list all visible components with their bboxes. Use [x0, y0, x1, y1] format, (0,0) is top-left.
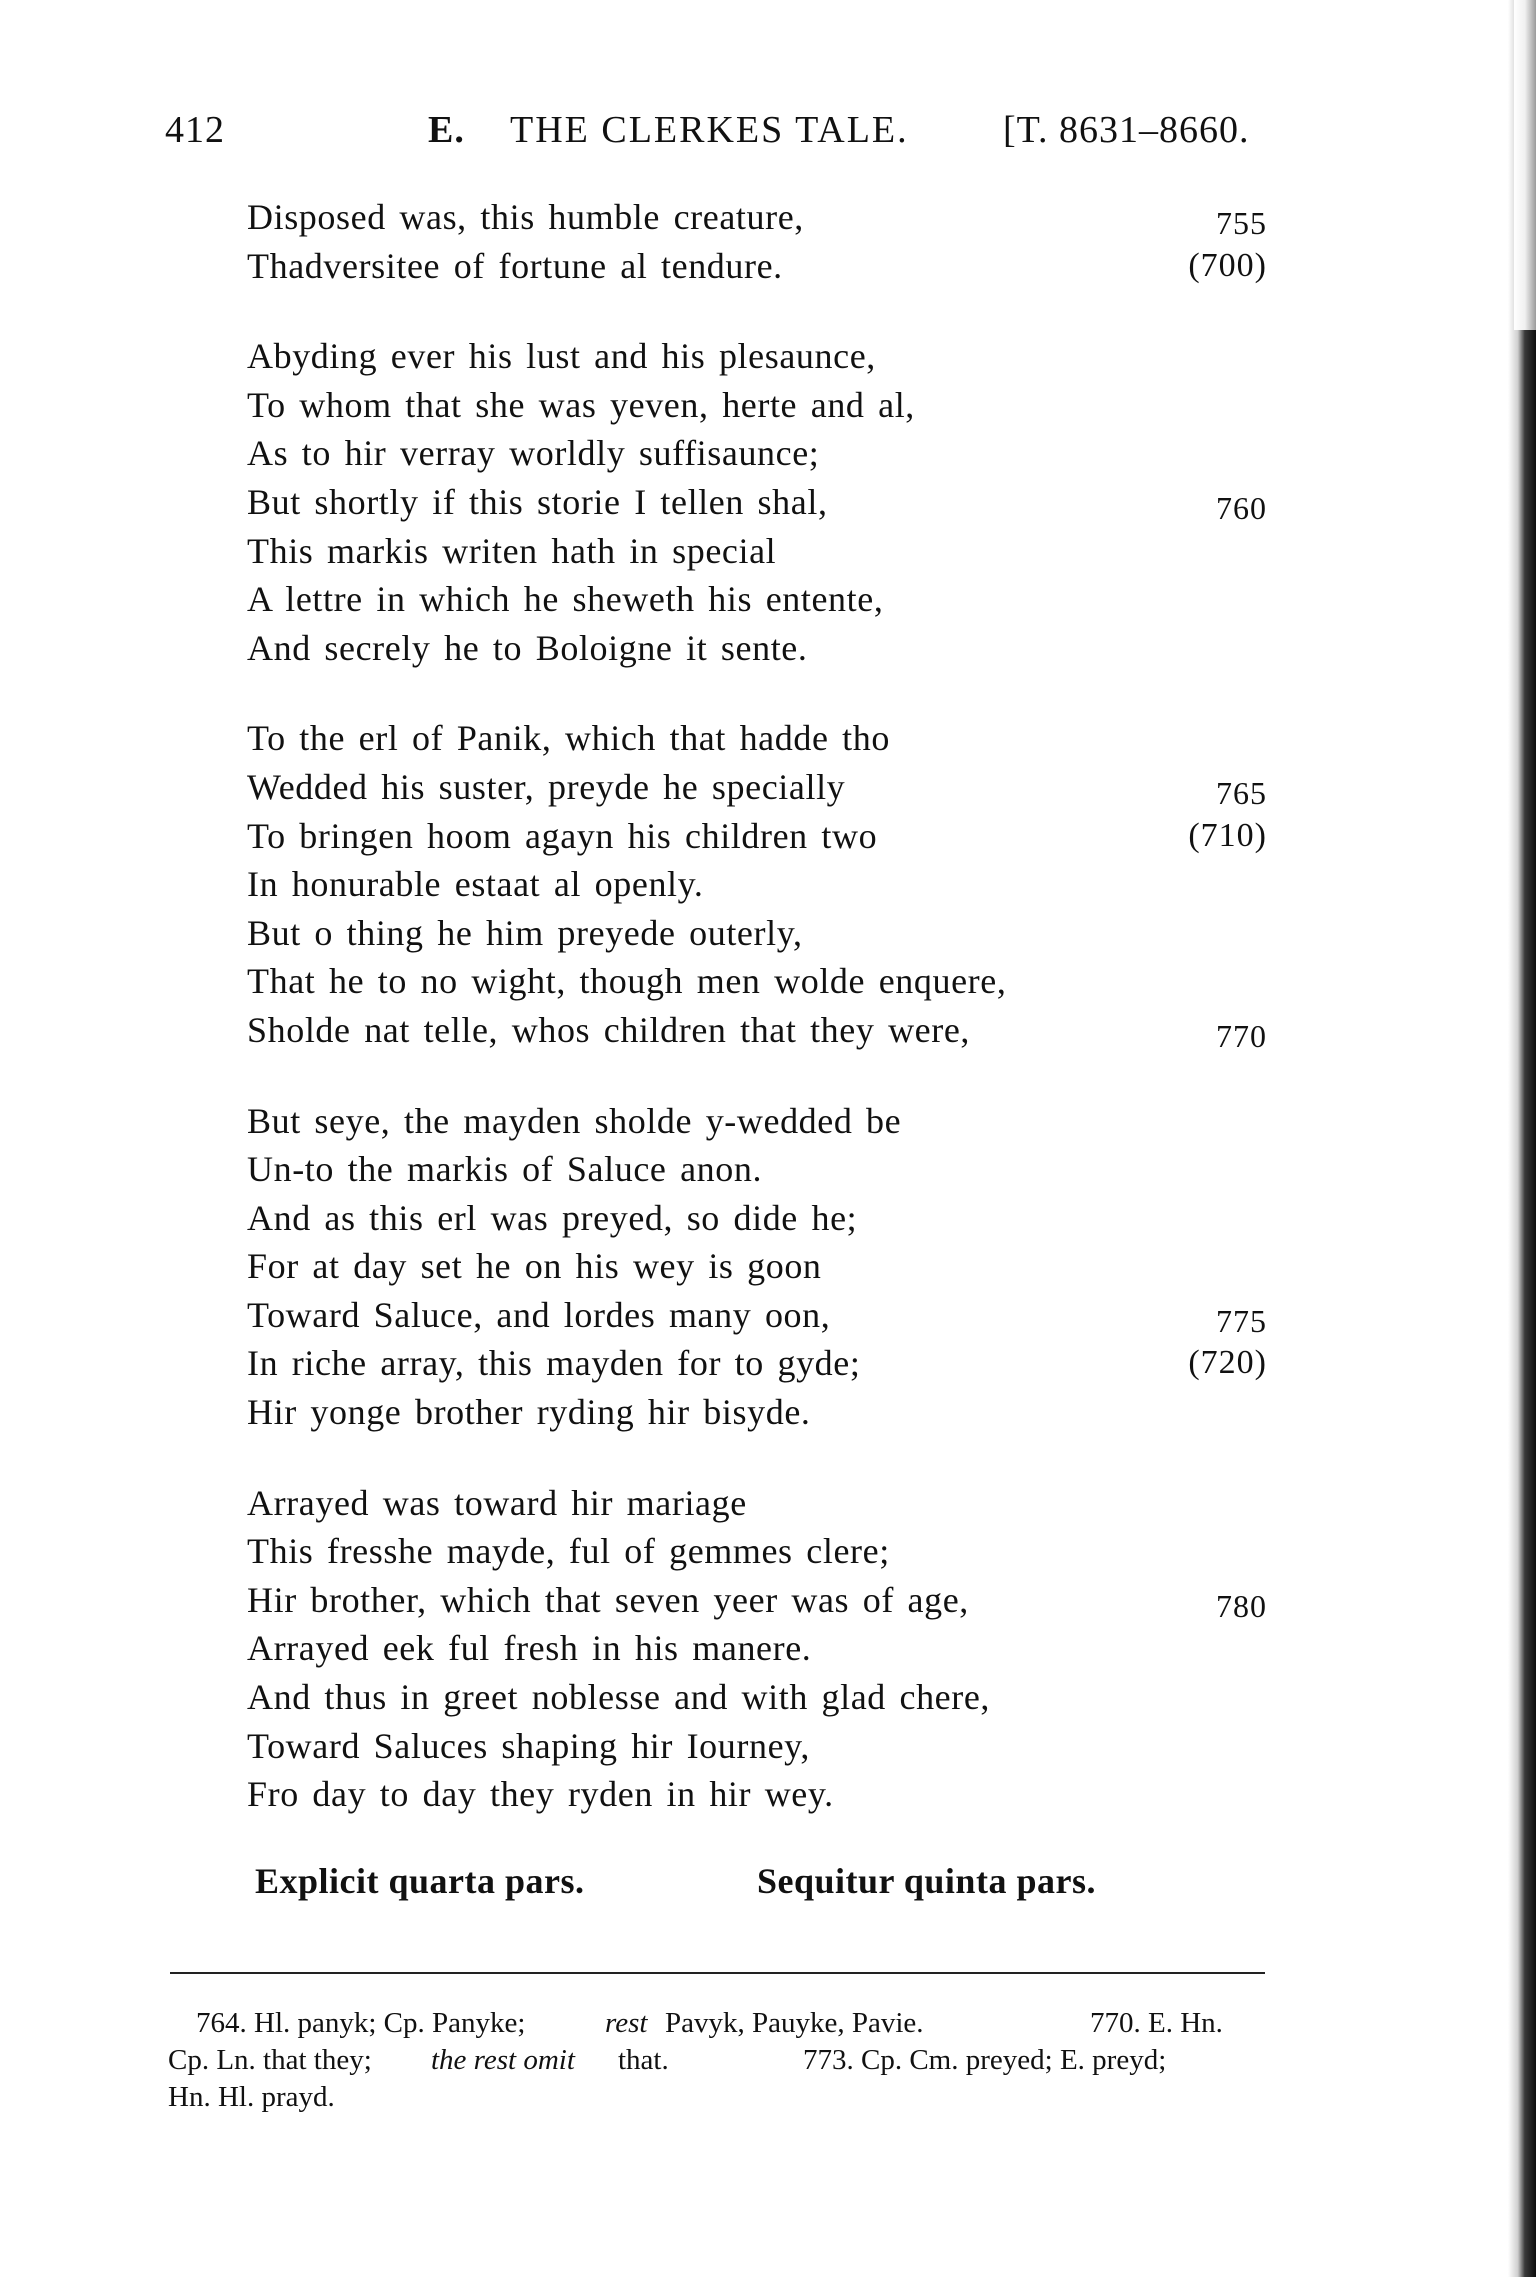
verse-text: To whom that she was yeven, herte and al, — [247, 384, 915, 425]
stanza — [247, 714, 1277, 1054]
verse-line — [247, 1527, 1277, 1576]
verse-text: A lettre in which he sheweth his entente, — [247, 579, 884, 620]
verse-text: And secrely he to Boloigne it sente. — [247, 627, 808, 668]
verse-line — [247, 1145, 1277, 1194]
verse-body — [247, 193, 1277, 1861]
verse-line — [247, 1339, 1277, 1388]
verse-text: But o thing he him preyede outerly, — [247, 912, 803, 953]
footnote-line — [168, 2079, 1278, 2116]
footnote-divider — [170, 1972, 1265, 1974]
section-mark: E. — [428, 109, 465, 151]
verse-line — [247, 909, 1277, 958]
line-number: 770 — [1216, 1017, 1267, 1054]
verse-text: But shortly if this storie I tellen shal, — [247, 481, 828, 522]
verse-text: Fro day to day they ryden in hir wey. — [247, 1774, 834, 1815]
verse-text: To the erl of Panik, which that hadde tho — [247, 718, 890, 759]
footnote-italic: rest — [605, 2007, 648, 2039]
alt-line-number: (720) — [1188, 1344, 1267, 1382]
verse-line — [247, 575, 1277, 624]
verse-text: Disposed was, this humble creature, — [247, 197, 804, 237]
sequitur-text: Sequitur quinta pars. — [757, 1861, 1096, 1901]
verse-text: Abyding ever his lust and his plesaunce, — [247, 336, 876, 377]
footnote-text: Hn. Hl. prayd. — [168, 2081, 335, 2113]
verse-text: But seye, the mayden sholde y-wedded be — [247, 1100, 902, 1141]
line-number: 760 — [1216, 489, 1267, 526]
stanza — [247, 1097, 1277, 1437]
running-head — [165, 108, 1265, 158]
verse-text: Hir brother, which that seven yeer was of age, — [247, 1579, 969, 1620]
verse-line — [247, 1291, 1277, 1340]
line-number: 755 — [1216, 205, 1267, 241]
footnote-line — [168, 2042, 1278, 2079]
alt-line-number: (710) — [1188, 816, 1267, 854]
verse-line — [247, 624, 1277, 673]
verse-line — [247, 1576, 1277, 1625]
verse-line — [247, 478, 1277, 527]
verse-text: Arrayed was toward hir mariage — [247, 1482, 747, 1523]
verse-text: In honurable estaat al openly. — [247, 864, 704, 905]
footnote-text: 764. Hl. panyk; Cp. Panyke; — [196, 2007, 526, 2039]
explicit-text: Explicit quarta pars. — [255, 1861, 585, 1901]
verse-text: To bringen hoom agayn his children two — [247, 815, 878, 856]
line-number: 780 — [1216, 1587, 1267, 1624]
verse-line — [247, 860, 1277, 909]
verse-text: Hir yonge brother ryding hir bisyde. — [247, 1392, 811, 1433]
stanza — [247, 193, 1277, 290]
verse-line — [247, 763, 1277, 812]
stanza — [247, 332, 1277, 672]
verse-line — [247, 714, 1277, 763]
footnote-line — [168, 2005, 1278, 2042]
verse-line — [247, 1194, 1277, 1243]
tale-title: THE CLERKES TALE. — [510, 109, 909, 151]
verse-text: This markis writen hath in special — [247, 530, 777, 571]
verse-line — [247, 193, 1277, 242]
verse-line — [247, 1624, 1277, 1673]
verse-line — [247, 381, 1277, 430]
page-number: 412 — [165, 109, 225, 151]
verse-text: Sholde nat telle, whos children that they were, — [247, 1009, 971, 1050]
verse-line — [247, 1673, 1277, 1722]
verse-line — [247, 1388, 1277, 1437]
verse-text: Toward Saluces shaping hir Iourney, — [247, 1725, 811, 1766]
scan-edge-highlight — [1514, 0, 1536, 330]
verse-line — [247, 1479, 1277, 1528]
verse-line — [247, 1722, 1277, 1771]
footnote-text: 773. Cp. Cm. preyed; E. preyd; — [803, 2044, 1167, 2076]
verse-text: Arrayed eek ful fresh in his manere. — [247, 1628, 812, 1669]
verse-text: Un-to the markis of Saluce anon. — [247, 1149, 763, 1190]
verse-line — [247, 1242, 1277, 1291]
footnote-text: that. — [618, 2044, 669, 2076]
verse-text: Toward Saluce, and lordes many oon, — [247, 1294, 831, 1335]
verse-text: For at day set he on his wey is goon — [247, 1246, 822, 1287]
verse-line — [247, 429, 1277, 478]
verse-text: Wedded his suster, preyde he specially — [247, 766, 846, 807]
line-number: 765 — [1216, 774, 1267, 811]
verse-text: As to hir verray worldly suffisaunce; — [247, 433, 820, 474]
verse-line — [247, 1097, 1277, 1146]
scan-edge-shadow — [1508, 0, 1536, 2277]
verse-text: This fresshe mayde, ful of gemmes clere; — [247, 1531, 890, 1572]
verse-line — [247, 527, 1277, 576]
verse-text: And as this erl was preyed, so dide he; — [247, 1197, 858, 1238]
verse-line — [247, 1770, 1277, 1819]
footnote-text: Cp. Ln. that they; — [168, 2044, 372, 2076]
verse-text: That he to no wight, though men wolde enquere, — [247, 961, 1007, 1002]
verse-text: In riche array, this mayden for to gyde; — [247, 1343, 861, 1384]
footnote-italic: the rest omit — [431, 2044, 575, 2076]
line-number: 775 — [1216, 1302, 1267, 1339]
verse-text: And thus in greet noblesse and with glad chere, — [247, 1677, 991, 1718]
alt-line-number: (700) — [1188, 246, 1267, 284]
stanza — [247, 1479, 1277, 1819]
footnote-text: Pavyk, Pauyke, Pavie. — [665, 2007, 924, 2039]
footnote-text: 770. E. Hn. — [1090, 2007, 1223, 2039]
verse-line — [247, 957, 1277, 1006]
verse-line — [247, 812, 1277, 861]
footnotes — [168, 2005, 1278, 2116]
verse-line — [247, 332, 1277, 381]
line-reference: [T. 8631–8660. — [1003, 109, 1250, 151]
verse-text: Thadversitee of fortune al tendure. — [247, 245, 783, 286]
verse-line — [247, 242, 1277, 291]
verse-line — [247, 1006, 1277, 1055]
